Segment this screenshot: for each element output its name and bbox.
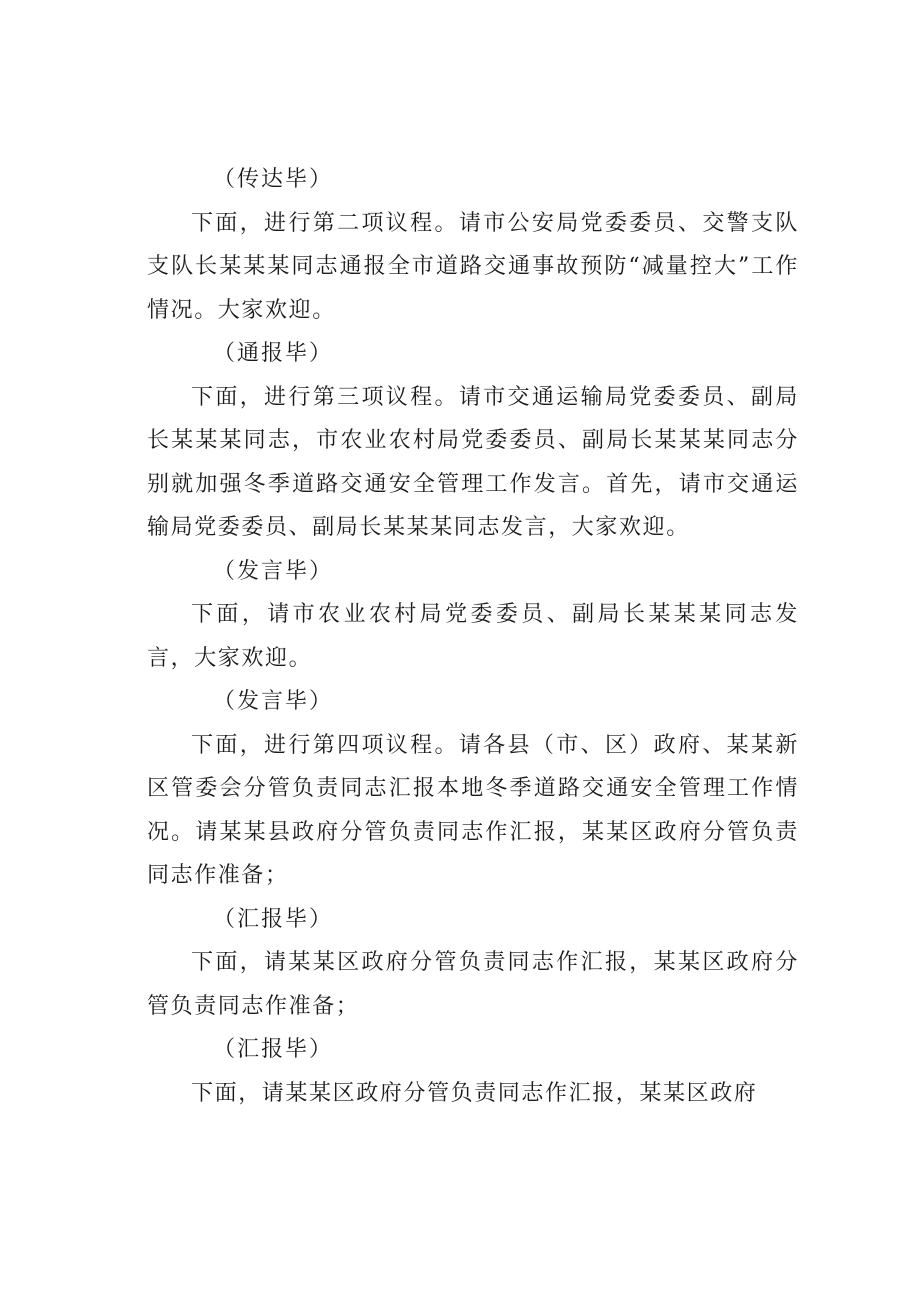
note-speech-finished-2: （发言毕） xyxy=(213,689,334,714)
agenda-item-four-paragraph: 下面，进行第四项议程。请各县（市、区）政府、某某新区管委会分管负责同志汇报本地冬季道路交通安全管理工作情况。请某某县政府分管负责同志作汇报，某某区政府分管负责同志作准备； xyxy=(147,732,799,888)
agriculture-speech-paragraph: 下面，请市农业农村局党委委员、副局长某某某同志发言，大家欢迎。 xyxy=(147,602,799,671)
note-briefing-finished-2: （汇报毕） xyxy=(213,1037,334,1062)
document-body xyxy=(147,158,799,1115)
district-report-paragraph-1: 下面，请某某区政府分管负责同志作汇报，某某区政府分管负责同志作准备； xyxy=(147,950,799,1019)
note-report-finished: （通报毕） xyxy=(213,341,334,366)
note-briefing-finished-1: （汇报毕） xyxy=(213,906,334,932)
note-relay-finished: （传达毕） xyxy=(213,167,334,192)
agenda-item-three-paragraph: 下面，进行第三项议程。请市交通运输局党委委员、副局长某某某同志，市农业农村局党委委员、副局长某某某同志分别就加强冬季道路交通安全管理工作发言。首先，请市交通运输局党委委员、副局长某某某同志发言，大家欢迎。 xyxy=(147,384,799,540)
agenda-item-two-paragraph: 下面，进行第二项议程。请市公安局党委委员、交警支队支队长某某某同志通报全市道路交通事故预防“减量控大”工作情况。大家欢迎。 xyxy=(147,210,799,323)
note-speech-finished-1: （发言毕） xyxy=(213,558,334,584)
district-report-paragraph-2: 下面，请某某区政府分管负责同志作汇报，某某区政府 xyxy=(191,1080,758,1106)
